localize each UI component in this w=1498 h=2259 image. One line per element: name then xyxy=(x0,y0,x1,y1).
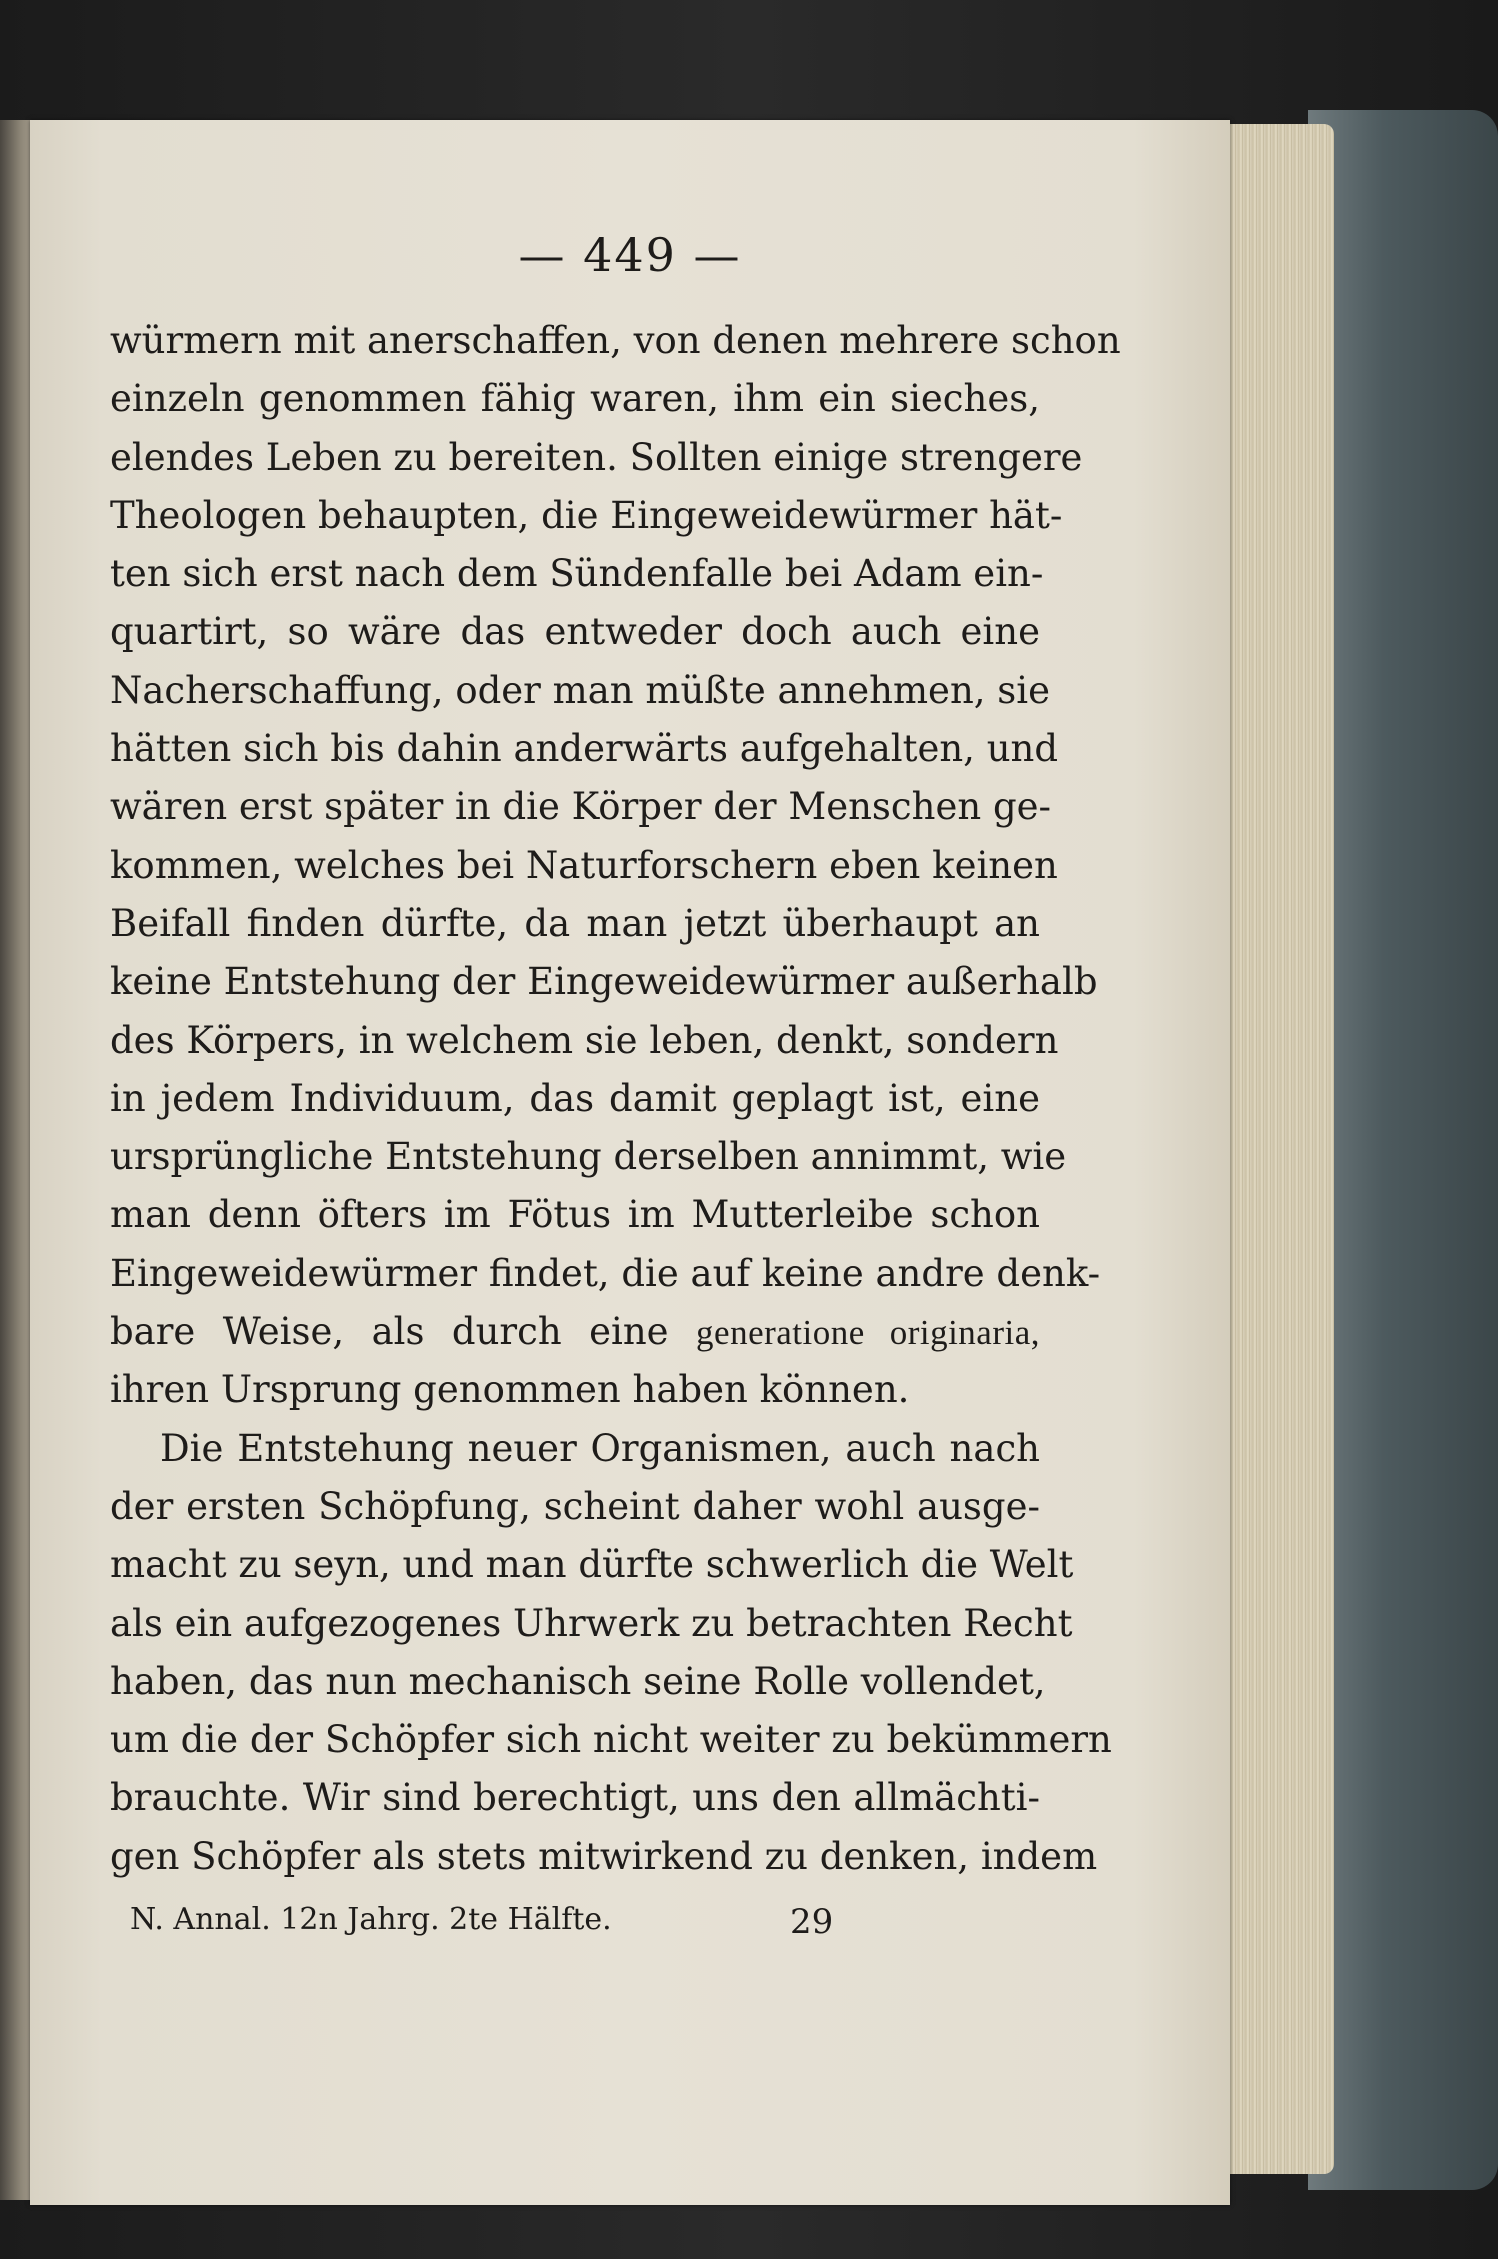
text-line: macht zu seyn, und man dürfte schwerlich die Welt xyxy=(110,1543,1074,1587)
text-line: ihren Ursprung genommen haben können. xyxy=(110,1368,910,1412)
text-line: man denn öfters im Fötus im Mutterleibe schon xyxy=(110,1193,1040,1237)
text-line: Theologen behaupten, die Eingeweidewürmer hät- xyxy=(110,493,1063,537)
body-text xyxy=(110,312,1121,1886)
text-line: elendes Leben zu bereiten. Sollten einige strengere xyxy=(110,435,1083,479)
text-line: keine Entstehung der Eingeweidewürmer außerhalb xyxy=(110,960,1098,1004)
book-cover xyxy=(1308,110,1498,2190)
text-line-mixed xyxy=(110,1303,1040,1361)
text-line: kommen, welches bei Naturforschern eben keinen xyxy=(110,843,1058,887)
text-line: einzeln genommen fähig waren, ihm ein sieches, xyxy=(110,377,1040,421)
text-line: um die der Schöpfer sich nicht weiter zu bekümmern xyxy=(110,1718,1112,1762)
text-line: haben, das nun mechanisch seine Rolle vollendet, xyxy=(110,1659,1046,1703)
page-edges xyxy=(1222,124,1334,2174)
text-line: brauchte. Wir sind berechtigt, uns den allmächti- xyxy=(110,1776,1040,1820)
text-line: des Körpers, in welchem sie leben, denkt, sondern xyxy=(110,1018,1059,1062)
text-line: ten sich erst nach dem Sündenfalle bei Adam ein- xyxy=(110,552,1044,596)
text-line: in jedem Individuum, das damit geplagt ist, eine xyxy=(110,1076,1040,1120)
latin-text: generatione originaria, xyxy=(696,1313,1041,1353)
text-line: würmern mit anerschaffen, von denen mehrere schon xyxy=(110,319,1121,362)
german-text: bare Weise, als durch eine xyxy=(110,1310,669,1354)
text-line: Nacherschaffung, oder man müßte annehmen, sie xyxy=(110,668,1051,712)
page-number-header: — 449 — xyxy=(518,228,742,282)
text-line: ursprüngliche Entstehung derselben annimmt, wie xyxy=(110,1135,1067,1179)
book-page xyxy=(30,120,1230,2205)
text-line: quartirt, so wäre das entweder doch auch eine xyxy=(110,610,1040,654)
paragraph-start-line: Die Entstehung neuer Organismen, auch nach xyxy=(160,1426,1040,1470)
text-line: Eingeweidewürmer findet, die auf keine andre denk- xyxy=(110,1251,1101,1295)
text-line: wären erst später in die Körper der Menschen ge- xyxy=(110,785,1052,829)
text-line: der ersten Schöpfung, scheint daher wohl ausge- xyxy=(110,1484,1040,1528)
footer-imprint: N. Annal. 12n Jahrg. 2te Hälfte. xyxy=(130,1902,612,1937)
text-line: gen Schöpfer als stets mitwirkend zu denken, indem xyxy=(110,1834,1098,1878)
text-line: als ein aufgezogenes Uhrwerk zu betrachten Recht xyxy=(110,1601,1073,1645)
text-line: Beifall finden dürfte, da man jetzt überhaupt an xyxy=(110,901,1040,945)
sheet-signature: 29 xyxy=(790,1902,834,1942)
text-line: hätten sich bis dahin anderwärts aufgehalten, und xyxy=(110,727,1059,771)
previous-page-edge xyxy=(0,120,34,2200)
